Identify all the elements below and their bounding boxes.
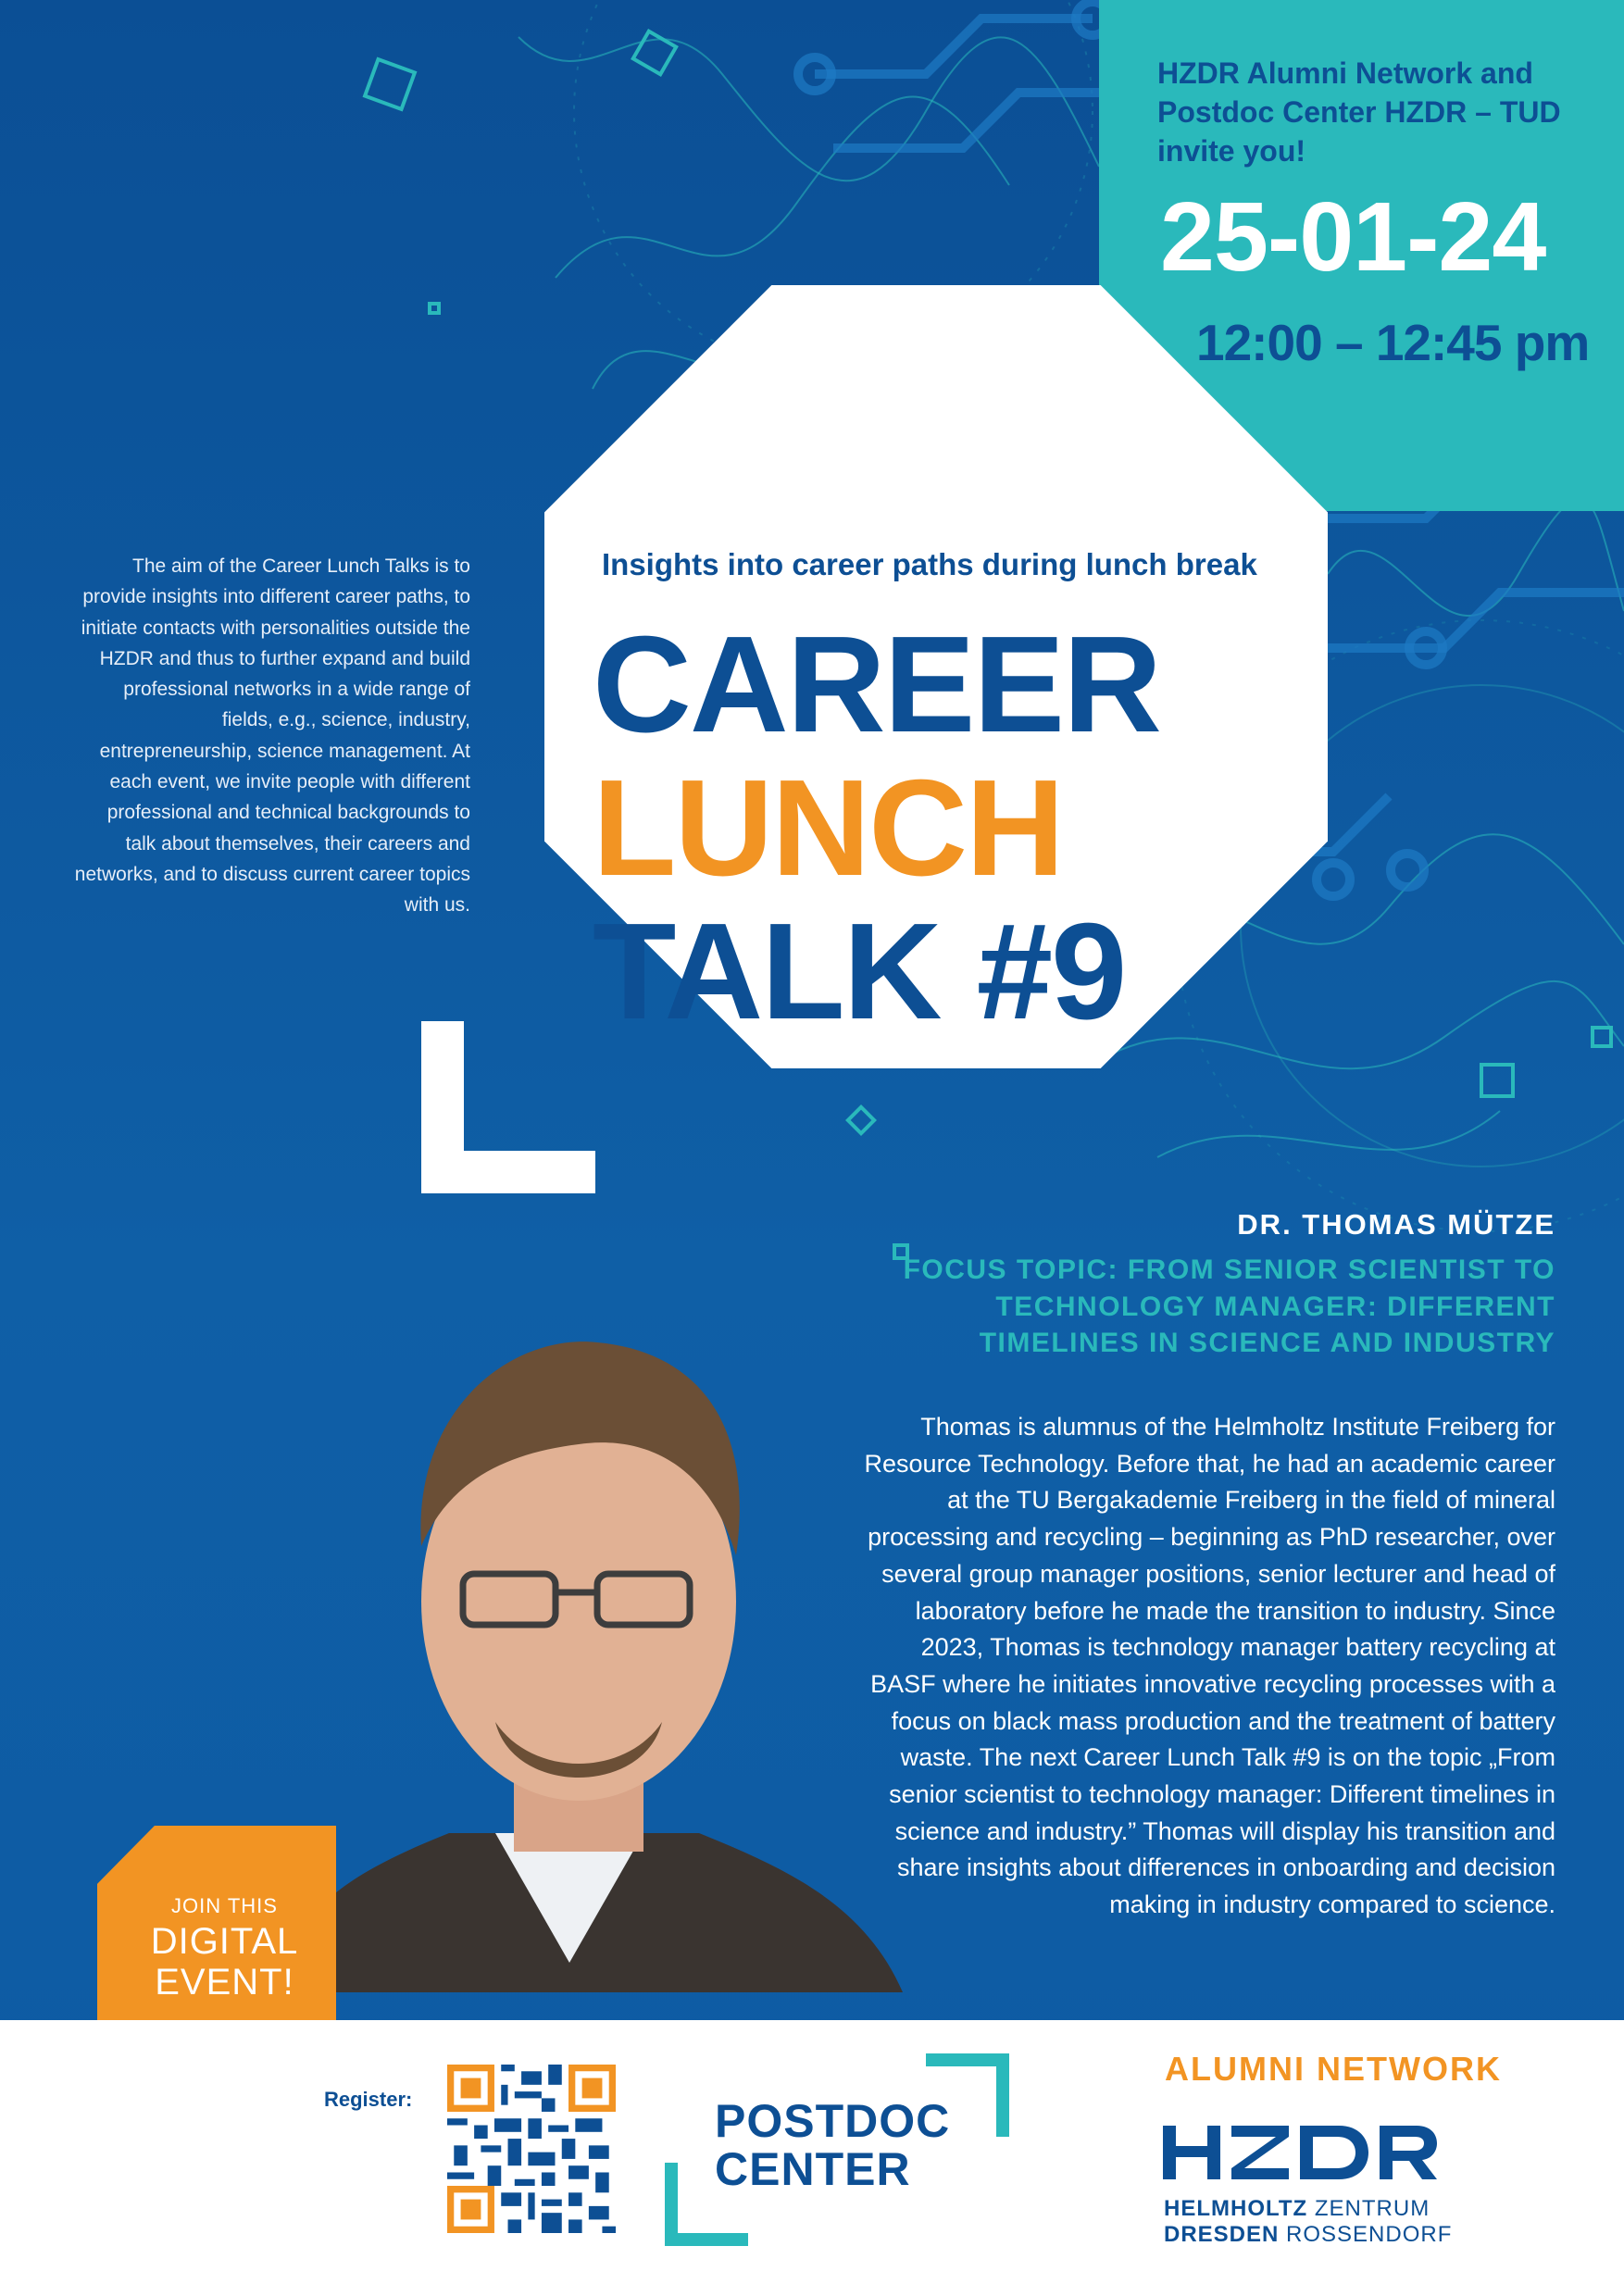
hzdr-name-line2: DRESDEN ROSSENDORF [1164,2222,1453,2247]
badge-join-text: JOIN THIS [171,1894,278,1917]
badge-digital-text: DIGITAL EVENT! [150,1921,299,2003]
focus-topic: FOCUS TOPIC: FROM SENIOR SCIENTIST TO TECHNOLOGY MANAGER: DIFFERENT TIMELINES IN SCIENCE AND INDUSTRY [903,1254,1555,1358]
corner-bracket-icon [421,1021,595,1193]
event-subtitle: Insights into career paths during lunch break [602,547,1257,581]
title-line-career: CAREER [593,608,1160,761]
title-line-lunch: LUNCH [593,752,1063,905]
title-line-talk: TALK #9 [593,895,1126,1048]
invite-text: HZDR Alumni Network and Postdoc Center HZDR – TUD invite you! [1157,56,1561,168]
hzdr-name-line1: HELMHOLTZ ZENTRUM [1164,2196,1430,2221]
speaker-photo [273,1315,903,1992]
qr-code-icon[interactable] [447,2065,616,2233]
postdoc-line2: CENTER [715,2143,911,2195]
alumni-network-label: ALUMNI NETWORK [1165,2050,1502,2088]
intro-paragraph: The aim of the Career Lunch Talks is to provide insights into different career paths, to initiate contacts with personalities outside the HZDR and thus to further expand and build professional networks in a wide range of fields, e.g., science, industry, entrepreneurship, science management. At each event, we invite people with different professional and technical backgrounds to talk about themselves, their careers and networks, and to discuss current career topics with us. [74,555,470,917]
postdoc-center-logo [715,2097,950,2193]
register-label: Register: [324,2088,413,2111]
hzdr-logo-icon [1163,2126,1437,2179]
speaker-bio: Thomas is alumnus of the Helmholtz Institute Freiberg for Resource Technology. Before that, he had an academic career at the TU Bergakademie Freiberg in the field of mineral processing and recycling – beginning as PhD researcher, over several group manager positions, senior lecturer and head of laboratory before he made the transition to industry. Since 2023, Thomas is technology manager battery recycling at BASF where he initiates innovative recycling processes with a focus on black mass production and the treatment of battery waste. The next Career Lunch Talk #9 is on the topic „From senior scientist to technology manager: Different timelines in science and industry.” Thomas will display his transition and share insights about differences in onboarding and decision making in industry compared to science. [864,1413,1555,1919]
event-time: 12:00 – 12:45 pm [1196,314,1590,371]
speaker-name: DR. THOMAS MÜTZE [1237,1208,1555,1241]
event-date: 25-01-24 [1160,182,1546,292]
postdoc-line1: POSTDOC [715,2095,951,2147]
